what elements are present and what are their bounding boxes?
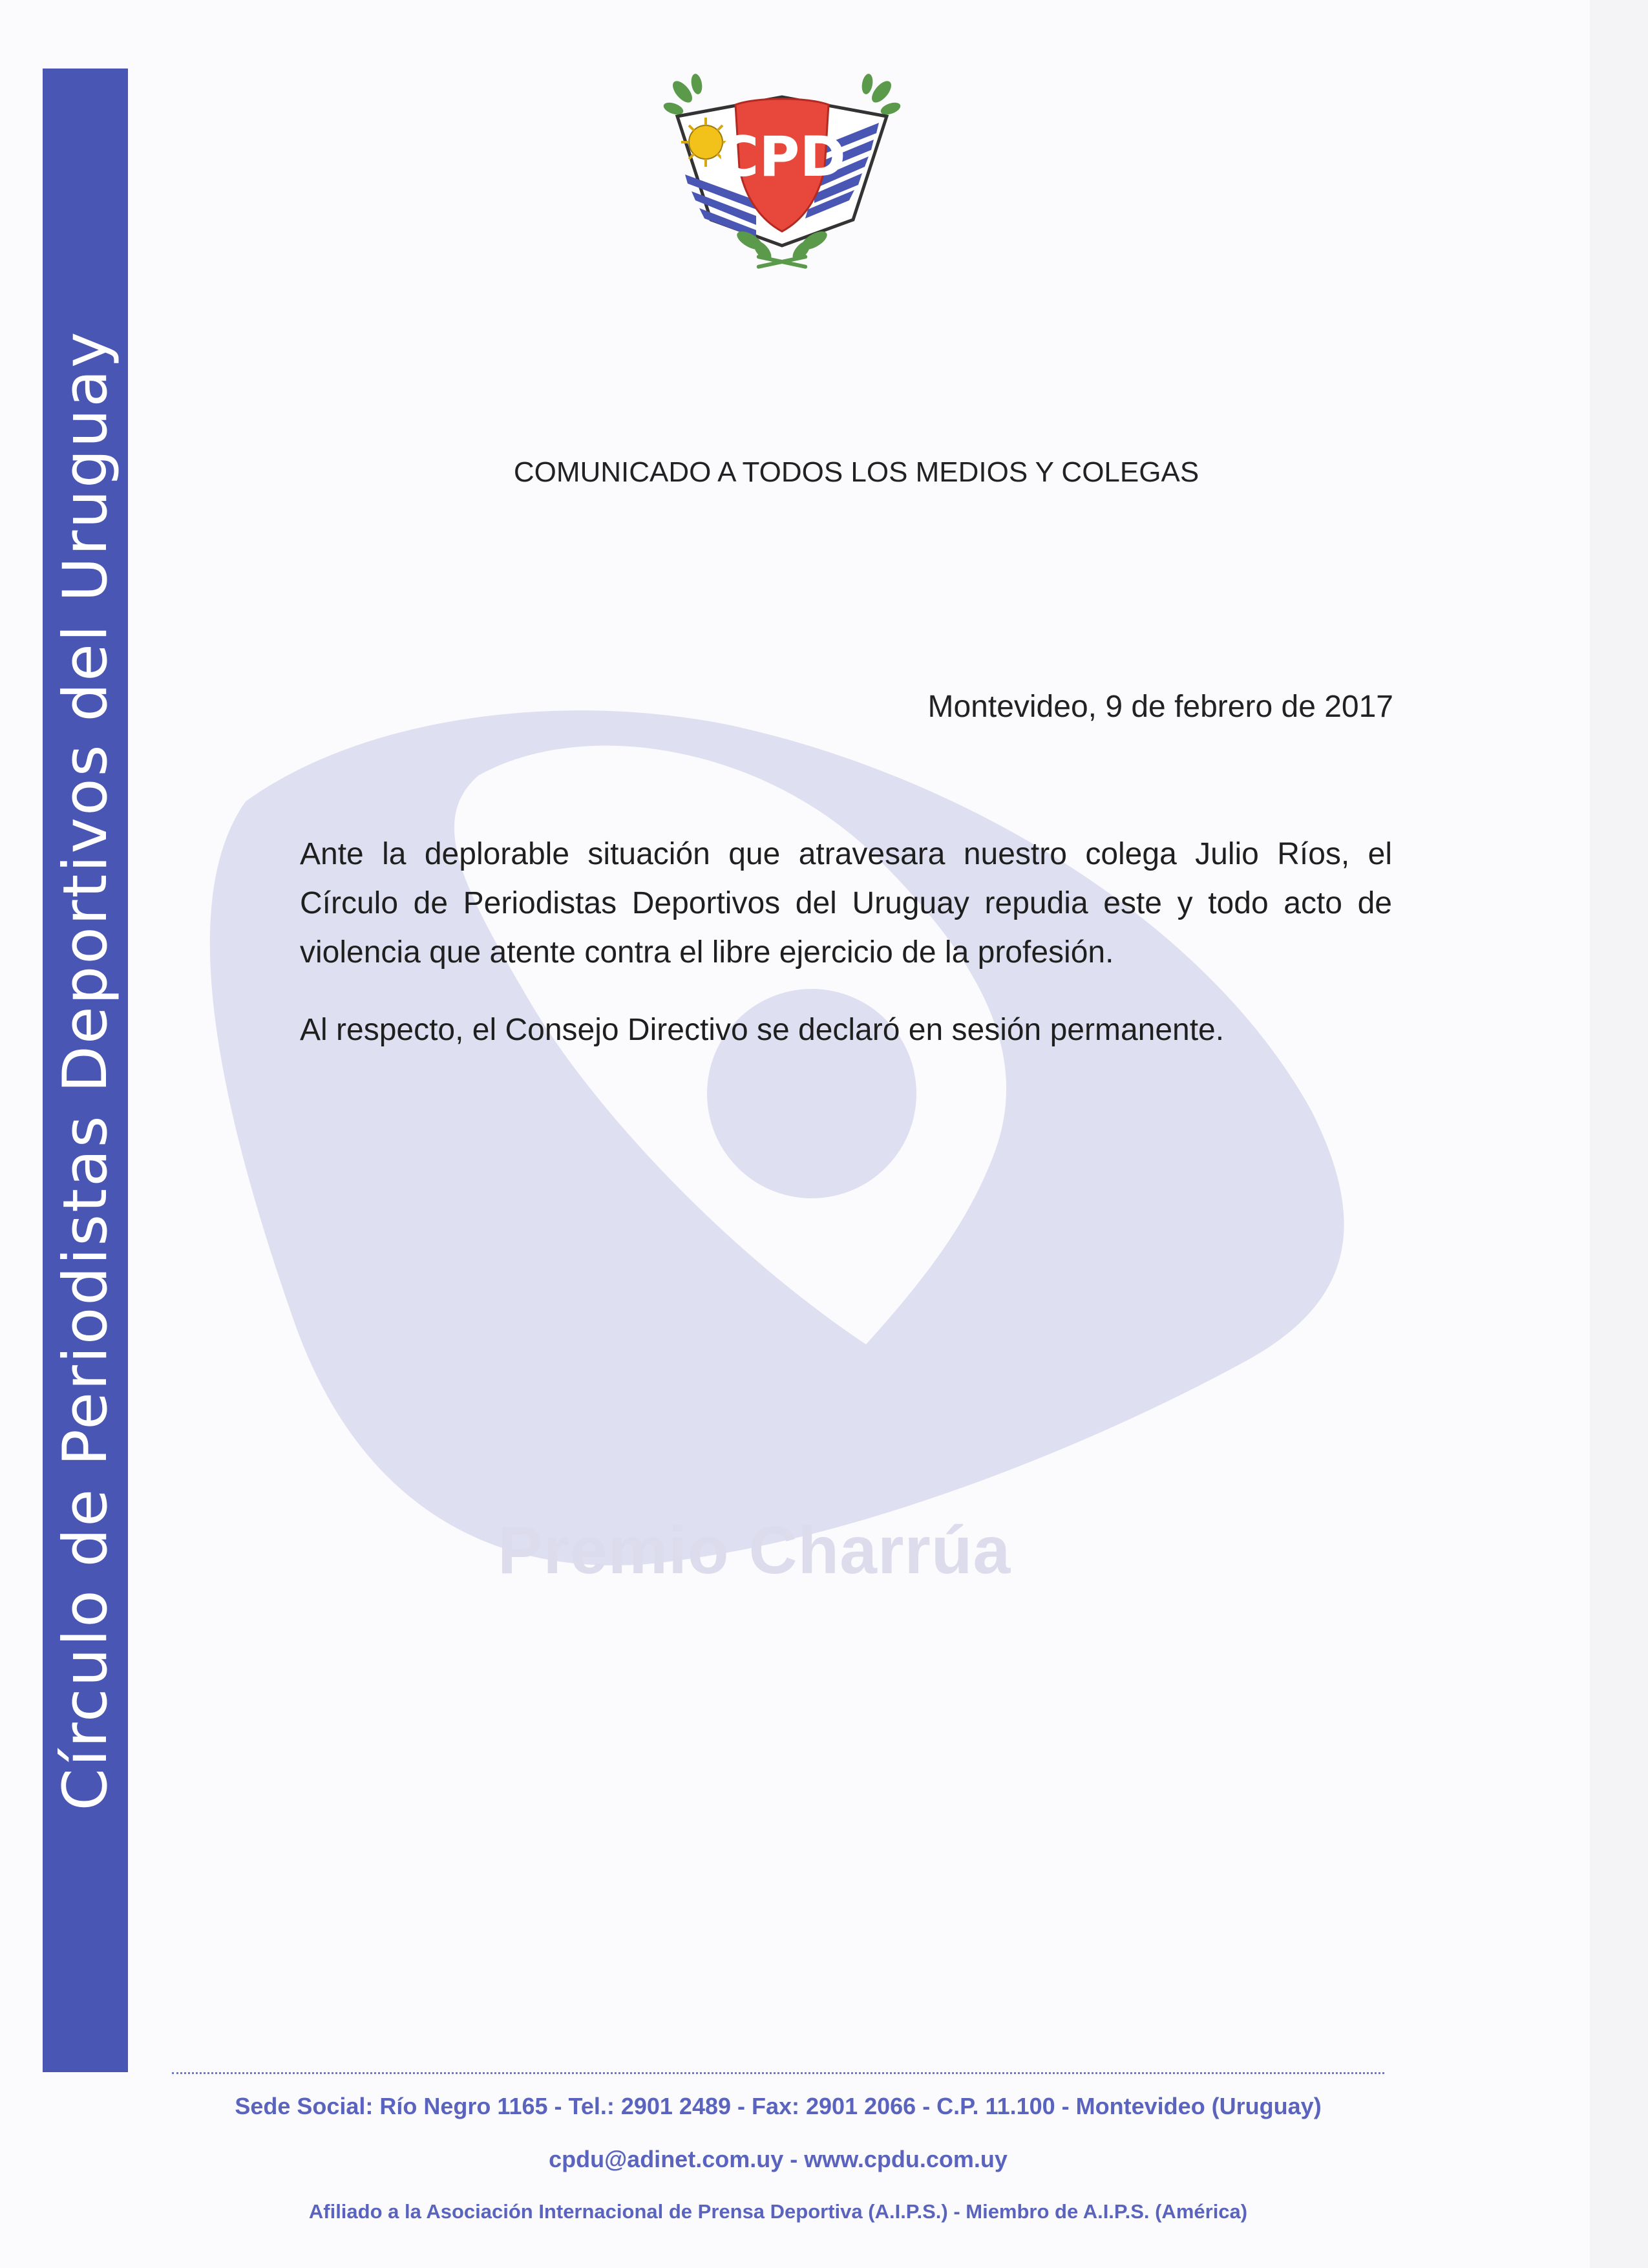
- body-paragraph: Al respecto, el Consejo Directivo se declaró en sesión permanente.: [300, 1013, 1225, 1047]
- sidebar-banner: [43, 69, 128, 2072]
- letter-body: [300, 830, 1392, 1055]
- footer-divider: [172, 2072, 1384, 2074]
- scan-margin: [1590, 0, 1648, 2268]
- body-paragraph: Ante la deplorable situación que atravesara nuestro colega Julio Ríos, el Círculo de Periodistas Deportivos del Uruguay repudia este y todo acto de violencia que atente contra el libre ejercicio de la profesión.: [300, 837, 1392, 970]
- footer-address: Sede Social: Río Negro 1165 - Tel.: 2901 2489 - Fax: 2901 2066 - C.P. 11.100 - Montevideo (Uruguay): [235, 2093, 1322, 2119]
- laurel-left-icon: [662, 73, 703, 117]
- watermark-text: Premio Charrúa: [498, 1513, 1011, 1588]
- club-crest-icon: [659, 71, 905, 278]
- footer-affiliation: Afiliado a la Asociación Internacional de Prensa Deportiva (A.I.P.S.) - Miembro de A.I.P.S. (América): [308, 2200, 1248, 2223]
- sidebar-vertical-text: Círculo de Periodistas Deportivos del Uruguay: [50, 330, 121, 1811]
- crest-monogram: CPD: [718, 125, 846, 189]
- footer-contact: cpdu@adinet.com.uy - www.cpdu.com.uy: [549, 2146, 1008, 2172]
- date-line: Montevideo, 9 de febrero de 2017: [927, 690, 1393, 724]
- page-title: COMUNICADO A TODOS LOS MEDIOS Y COLEGAS: [513, 456, 1199, 488]
- laurel-right-icon: [860, 73, 902, 117]
